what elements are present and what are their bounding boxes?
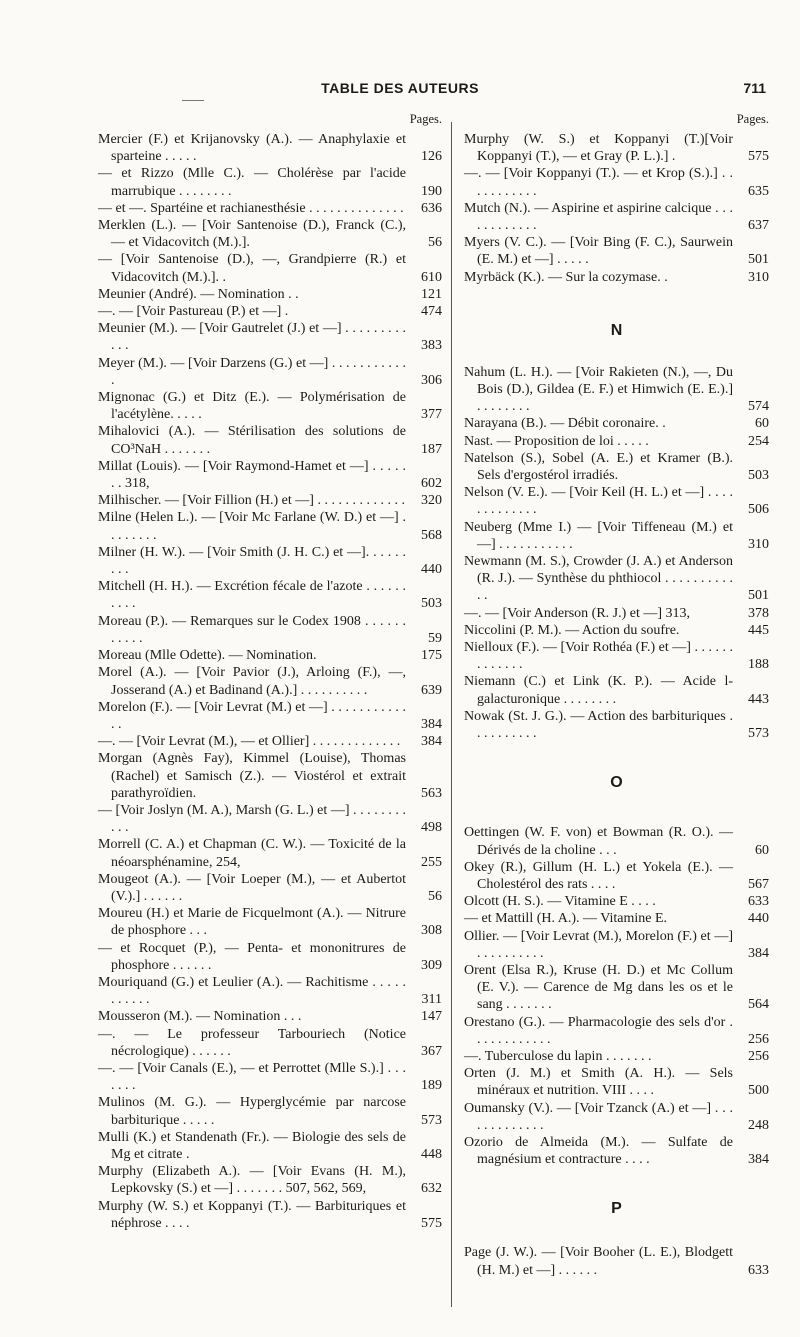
index-entry — [98, 733, 442, 750]
entry-text: — et —. Spartéine et rachianesthésie . . . . . . . . . . . . . . — [98, 200, 404, 216]
entry-text: Oumansky (V.). — [Voir Tzanck (A.) et —] . . . . . . . . . . . . . — [464, 1100, 733, 1133]
entry-page-number: 256 — [748, 1031, 769, 1047]
entry-text: Millat (Louis). — [Voir Raymond-Hamet et —] . . . . . . . 318, — [98, 458, 406, 492]
pages-label-right: Pages. — [736, 112, 769, 126]
entry-text: Nahum (L. H.). — [Voir Rakieten (N.), —, Du Bois (D.), Gildea (E. F.) et Himwich (E. E.).] . . . . . . . . — [464, 364, 733, 415]
index-entry — [464, 605, 769, 622]
index-entry — [464, 622, 769, 639]
entry-text: Morrell (C. A.) et Chapman (C. W.). — Toxicité de la néoarsphénamine, 254, — [98, 837, 406, 870]
entry-page-number: 567 — [748, 876, 769, 892]
index-entry — [98, 1008, 442, 1025]
entry-page-number: 384 — [421, 734, 442, 750]
index-entry — [98, 355, 442, 389]
index-entry — [98, 251, 442, 285]
entry-page-number: 306 — [421, 372, 442, 388]
running-header — [0, 80, 800, 102]
running-title: TABLE DES AUTEURS — [321, 80, 479, 96]
entry-text: Milne (Helen L.). — [Voir Mc Farlane (W. D.) et —] . . . . . . . . — [98, 510, 406, 543]
index-entry — [98, 1198, 442, 1232]
index-entry — [98, 286, 442, 303]
left-column — [98, 112, 442, 1312]
entry-text: —. — [Voir Canals (E.), — et Perrottet (Mlle S.).] . . . . . . . — [98, 1060, 406, 1094]
entry-page-number: 60 — [755, 842, 769, 858]
entry-text: Mulli (K.) et Standenath (Fr.). — Biologie des sels de Mg et citrate . — [98, 1129, 406, 1162]
entry-page-number: 610 — [421, 269, 442, 285]
entry-page-number: 445 — [748, 622, 769, 638]
entry-text: Page (J. W.). — [Voir Booher (L. E.), Blodgett (H. M.) et —] . . . . . . — [464, 1245, 733, 1278]
entry-text: Okey (R.), Gillum (H. L.) et Yokela (E.). — Cholestérol des rats . . . . — [464, 859, 733, 892]
index-entry — [464, 1065, 769, 1099]
entry-text: Moreau (P.). — Remarques sur le Codex 1908 . . . . . . . . . . . — [98, 613, 406, 646]
entry-text: —. — [Voir Pastureau (P.) et —] . — [98, 304, 289, 320]
left-entry-list — [98, 131, 442, 1232]
entry-page-number: 575 — [748, 149, 769, 165]
o-entry-list — [464, 824, 769, 1168]
entry-page-number: 384 — [421, 716, 442, 732]
entry-text: Morelon (F.). — [Voir Levrat (M.) et —] . . . . . . . . . . . . . — [98, 699, 406, 732]
index-entry — [98, 905, 442, 939]
entry-page-number: 500 — [748, 1083, 769, 1099]
index-entry — [464, 1134, 769, 1168]
index-entry — [464, 1244, 769, 1278]
index-entry — [98, 544, 442, 578]
index-entry — [464, 1100, 769, 1134]
entry-text: —. — [Voir Levrat (M.), — et Ollier] . . . . . . . . . . . . . — [98, 734, 401, 750]
entry-text: Narayana (B.). — Débit coronaire. . — [464, 416, 666, 432]
entry-text: Myers (V. C.). — [Voir Bing (F. C.), Saurwein (E. M.) et —] . . . . . — [464, 235, 733, 268]
entry-text: —. Tuberculose du lapin . . . . . . . — [464, 1048, 652, 1064]
index-entry — [464, 673, 769, 707]
entry-text: Moureu (H.) et Marie de Ficquelmont (A.). — Nitrure de phosphore . . . — [98, 906, 406, 939]
index-entry — [464, 893, 769, 910]
index-entry — [98, 1026, 442, 1060]
index-entry — [464, 928, 769, 962]
entry-text: Orten (J. M.) et Smith (A. H.). — Sels minéraux et nutrition. VIII . . . . — [464, 1066, 733, 1099]
index-entry — [98, 974, 442, 1008]
entry-page-number: 254 — [748, 433, 769, 449]
index-entry — [98, 750, 442, 802]
entry-text: Ozorio de Almeida (M.). — Sulfate de magnésium et contracture . . . . — [464, 1134, 733, 1168]
entry-page-number: 311 — [421, 992, 442, 1008]
index-entry — [464, 433, 769, 450]
entry-text: Olcott (H. S.). — Vitamine E . . . . — [464, 894, 656, 910]
index-entry — [98, 389, 442, 423]
index-entry — [98, 664, 442, 698]
index-entry — [98, 423, 442, 457]
entry-page-number: 503 — [421, 596, 442, 612]
entry-text: Mutch (N.). — Aspirine et aspirine calcique . . . . . . . . . . . . — [464, 200, 733, 234]
entry-page-number: 378 — [748, 605, 769, 621]
entry-text: — et Rizzo (Mlle C.). — Cholérèse par l'acide marrubique . . . . . . . . — [98, 166, 406, 199]
entry-text: Milhischer. — [Voir Fillion (H.) et —] . . . . . . . . . . . . . — [98, 493, 405, 509]
entry-page-number: 188 — [748, 657, 769, 673]
entry-text: — et Rocquet (P.), — Penta- et mononitrures de phosphore . . . . . . — [98, 940, 406, 973]
m-entry-list — [464, 131, 769, 286]
entry-page-number: 501 — [748, 252, 769, 268]
entry-page-number: 308 — [421, 923, 442, 939]
entry-text: Orestano (G.). — Pharmacologie des sels d'or . . . . . . . . . . . . — [464, 1014, 733, 1047]
entry-page-number: 56 — [428, 888, 442, 904]
header-ornament-dash — [182, 100, 204, 101]
index-entry — [464, 1014, 769, 1048]
entry-page-number: 498 — [421, 820, 442, 836]
index-entry — [98, 613, 442, 647]
entry-text: — [Voir Santenoise (D.), —, Grandpierre (R.) et Vidacovitch (M.).]. . — [98, 252, 406, 285]
index-entry — [464, 484, 769, 518]
entry-page-number: 474 — [421, 304, 442, 320]
index-entry — [464, 131, 769, 165]
index-entry — [98, 458, 442, 492]
index-entry — [464, 859, 769, 893]
entry-text: —. — [Voir Anderson (R. J.) et —] 313, — [464, 605, 691, 621]
entry-page-number: 443 — [748, 691, 769, 707]
entry-text: Mihalovici (A.). — Stérilisation des solutions de CO³NaH . . . . . . . — [98, 424, 406, 457]
entry-page-number: 563 — [421, 785, 442, 801]
entry-page-number: 175 — [421, 648, 442, 664]
column-divider — [451, 122, 452, 1307]
entry-page-number: 573 — [421, 1112, 442, 1128]
entry-text: Myrbäck (K.). — Sur la cozymase. . — [464, 269, 668, 285]
entry-text: Meyer (M.). — [Voir Darzens (G.) et —] . . . . . . . . . . . . — [98, 355, 406, 388]
entry-page-number: 636 — [421, 200, 442, 216]
entry-page-number: 367 — [421, 1043, 442, 1059]
entry-text: Mitchell (H. H.). — Excrétion fécale de l'azote . . . . . . . . . . — [98, 579, 406, 612]
section-letter-o: O — [610, 774, 623, 792]
index-entry — [98, 1163, 442, 1197]
p-entry-list — [464, 1244, 769, 1278]
entry-text: — et Mattill (H. A.). — Vitamine E. — [464, 911, 668, 927]
entry-text: Murphy (Elizabeth A.). — [Voir Evans (H. M.), Lepkovsky (S.) et —] . . . . . . . 507, 562, 569, — [98, 1164, 406, 1197]
entry-page-number: 248 — [748, 1117, 769, 1133]
entry-page-number: 503 — [748, 468, 769, 484]
entry-text: Nelson (V. E.). — [Voir Keil (H. L.) et —] . . . . . . . . . . . . . — [464, 485, 733, 518]
entry-page-number: 147 — [421, 1009, 442, 1025]
entry-page-number: 564 — [748, 997, 769, 1013]
entry-text: Mougeot (A.). — [Voir Loeper (M.), — et Aubertot (V.).] . . . . . . — [98, 871, 406, 904]
entry-page-number: 310 — [748, 536, 769, 552]
entry-text: Natelson (S.), Sobel (A. E.) et Kramer (B.). Sels d'ergostérol irradiés. — [464, 450, 733, 484]
entry-text: Moreau (Mlle Odette). — Nomination. — [98, 648, 317, 664]
index-entry — [464, 824, 769, 858]
entry-text: Orent (Elsa R.), Kruse (H. D.) et Mc Collum (E. V.). — Carence de Mg dans les os et le sang . . . . . . . — [464, 962, 733, 1013]
index-entry — [98, 217, 442, 251]
entry-page-number: 637 — [748, 218, 769, 234]
index-entry — [98, 836, 442, 870]
entry-page-number: 377 — [421, 407, 442, 423]
entry-text: Mousseron (M.). — Nomination . . . — [98, 1009, 302, 1025]
entry-text: Nowak (St. J. G.). — Action des barbituriques . . . . . . . . . . — [464, 708, 733, 742]
index-entry — [464, 450, 769, 484]
index-entry — [98, 320, 442, 354]
entry-text: Niccolini (P. M.). — Action du soufre. — [464, 622, 680, 638]
entry-page-number: 121 — [421, 286, 442, 302]
entry-text: —. — [Voir Koppanyi (T.). — et Krop (S.).] . . . . . . . . . . . — [464, 166, 733, 199]
index-entry — [464, 415, 769, 432]
entry-page-number: 384 — [748, 945, 769, 961]
entry-text: Milner (H. W.). — [Voir Smith (J. H. C.) et —]. . . . . . . . . — [98, 544, 406, 578]
index-entry — [98, 200, 442, 217]
entry-page-number: 309 — [421, 957, 442, 973]
entry-page-number: 633 — [748, 894, 769, 910]
entry-page-number: 126 — [421, 149, 442, 165]
index-entry — [464, 165, 769, 199]
entry-page-number: 187 — [421, 441, 442, 457]
index-entry — [98, 940, 442, 974]
index-entry — [464, 269, 769, 286]
index-entry — [464, 519, 769, 553]
entry-page-number: 448 — [421, 1146, 442, 1162]
index-entry — [98, 131, 442, 165]
index-entry — [98, 802, 442, 836]
index-entry — [98, 1129, 442, 1163]
index-entry — [98, 165, 442, 199]
entry-text: Nast. — Proposition de loi . . . . . — [464, 433, 649, 449]
entry-text: Oettingen (W. F. von) et Bowman (R. O.). — Dérivés de la choline . . . — [464, 825, 733, 858]
entry-page-number: 190 — [421, 183, 442, 199]
entry-text: Mouriquand (G.) et Leulier (A.). — Rachitisme . . . . . . . . . . . — [98, 974, 406, 1008]
section-letter-n: N — [610, 321, 623, 339]
entry-page-number: 602 — [421, 476, 442, 492]
entry-text: Niemann (C.) et Link (K. P.). — Acide l-galacturonique . . . . . . . . — [464, 674, 733, 707]
entry-page-number: 440 — [748, 911, 769, 927]
entry-page-number: 56 — [428, 235, 442, 251]
entry-page-number: 59 — [428, 630, 442, 646]
entry-text: Nielloux (F.). — [Voir Rothéa (F.) et —] . . . . . . . . . . . . . — [464, 640, 733, 673]
entry-page-number: 632 — [421, 1181, 442, 1197]
entry-page-number: 310 — [748, 269, 769, 285]
entry-page-number: 256 — [748, 1048, 769, 1064]
index-entry — [98, 578, 442, 612]
section-letter-p: P — [611, 1200, 622, 1218]
index-entry — [98, 699, 442, 733]
index-entry — [464, 708, 769, 742]
index-entry — [98, 647, 442, 664]
index-entry — [464, 910, 769, 927]
entry-page-number: 633 — [748, 1262, 769, 1278]
index-entry — [98, 509, 442, 543]
entry-page-number: 568 — [421, 527, 442, 543]
entry-text: Meunier (André). — Nomination . . — [98, 286, 299, 302]
entry-page-number: 384 — [748, 1152, 769, 1168]
entry-page-number: 635 — [748, 183, 769, 199]
entry-text: Ollier. — [Voir Levrat (M.), Morelon (F.) et —] . . . . . . . . . . — [464, 928, 733, 961]
entry-text: Mulinos (M. G.). — Hyperglycémie par narcose barbiturique . . . . . — [98, 1095, 406, 1128]
index-entry — [464, 962, 769, 1014]
entry-text: Morel (A.). — [Voir Pavior (J.), Arloing (F.), —, Josserand (A.) et Badinand (A.).] . . . . . . . . . . — [98, 665, 406, 698]
entry-page-number: 501 — [748, 588, 769, 604]
index-entry — [98, 1094, 442, 1128]
entry-page-number: 320 — [421, 493, 442, 509]
entry-page-number: 574 — [748, 399, 769, 415]
page-number: 711 — [743, 80, 766, 96]
n-entry-list — [464, 364, 769, 742]
entry-page-number: 573 — [748, 726, 769, 742]
index-entry — [464, 1048, 769, 1065]
entry-page-number: 383 — [421, 338, 442, 354]
entry-page-number: 255 — [421, 854, 442, 870]
entry-text: Murphy (W. S.) et Koppanyi (T.). — Barbituriques et néphrose . . . . — [98, 1198, 406, 1231]
entry-page-number: 60 — [755, 416, 769, 432]
entry-page-number: 506 — [748, 502, 769, 518]
index-entry — [464, 234, 769, 268]
entry-text: Neuberg (Mme I.) — [Voir Tiffeneau (M.) et —] . . . . . . . . . . . — [464, 519, 733, 552]
right-column — [464, 112, 769, 1312]
index-entry — [98, 303, 442, 320]
index-entry — [98, 492, 442, 509]
index-entry — [464, 553, 769, 605]
entry-text: Murphy (W. S.) et Koppanyi (T.)[Voir Koppanyi (T.), — et Gray (P. L.).] . — [464, 132, 733, 165]
entry-page-number: 639 — [421, 682, 442, 698]
entry-text: Merklen (L.). — [Voir Santenoise (D.), Franck (C.), — et Vidacovitch (M.).]. — [98, 218, 406, 251]
entry-text: Newmann (M. S.), Crowder (J. A.) et Anderson (R. J.). — Synthèse du phthiocol . . . . . . . . . . . . — [464, 554, 733, 604]
entry-page-number: 440 — [421, 562, 442, 578]
index-entry — [464, 639, 769, 673]
entry-page-number: 575 — [421, 1215, 442, 1231]
index-entry — [98, 871, 442, 905]
entry-text: — [Voir Joslyn (M. A.), Marsh (G. L.) et —] . . . . . . . . . . . — [98, 802, 406, 836]
entry-text: Meunier (M.). — [Voir Gautrelet (J.) et —] . . . . . . . . . . . . — [98, 321, 406, 354]
index-entry — [464, 200, 769, 234]
pages-label-left: Pages. — [409, 112, 442, 126]
entry-text: Mignonac (G.) et Ditz (E.). — Polymérisation de l'acétylène. . . . . — [98, 390, 406, 423]
entry-text: —. — Le professeur Tarbouriech (Notice nécrologique) . . . . . . — [98, 1026, 406, 1059]
entry-page-number: 189 — [421, 1078, 442, 1094]
entry-text: Mercier (F.) et Krijanovsky (A.). — Anaphylaxie et sparteine . . . . . — [98, 132, 406, 165]
index-entry — [464, 364, 769, 416]
index-entry — [98, 1060, 442, 1094]
entry-text: Morgan (Agnès Fay), Kimmel (Louise), Thomas (Rachel) et Samisch (Z.). — Viostérol et extrait parathyroïdien. — [98, 751, 406, 801]
